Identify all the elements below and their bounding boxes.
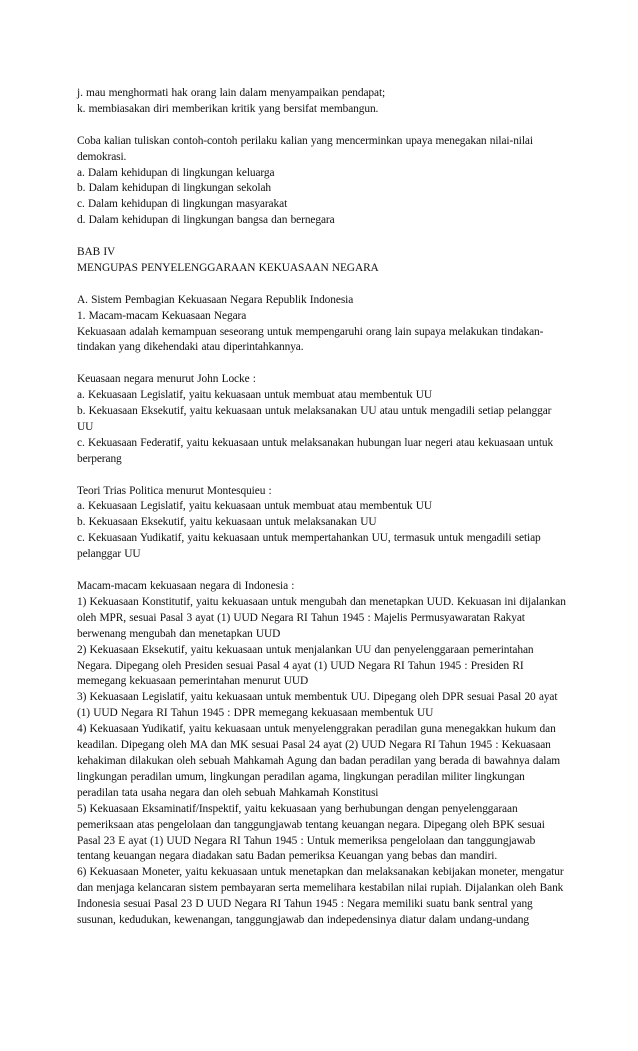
- text-line: 2) Kekuasaan Eksekutif, yaitu kekuasaan untuk menjalankan UU dan penyelenggaraan pemerintahan Negara. Dipegang oleh Presiden sesuai Pasal 4 ayat (1) UUD Negara RI Tahun 1945 : Presiden RI memegang kekuasaan pemerintahan menurut UUD: [77, 643, 534, 688]
- text-line: k. membiasakan diri memberikan kritik yang bersifat membangun.: [77, 102, 379, 115]
- chapter-title: MENGUPAS PENYELENGGARAAN KEKUASAAN NEGARA: [77, 261, 379, 274]
- paragraph-gap: [77, 229, 567, 245]
- paragraph-gap: [77, 118, 567, 134]
- text-line: 5) Kekuasaan Eksaminatif/Inspektif, yaitu kekuasaan yang berhubungan dengan penyelenggaraan pemeriksaan atas pengelolaan dan tanggungjawab tentang keuangan negara. Dipegang oleh BPK sesuai Pasal 23 E ayat (1) UUD Negara RI Tahun 1945 : Untuk memeriksa pengelolaan dan tanggungjawab tentang keuangan negara diadakan satu Badan pemeriksa Keuangan yang bebas dan mandiri.: [77, 802, 545, 863]
- text-line: a. Kekuasaan Legislatif, yaitu kekuasaan untuk membuat atau membentuk UU: [77, 389, 433, 402]
- paragraph-gap: [77, 356, 567, 372]
- paragraph-definition: [77, 293, 567, 357]
- text-line: j. mau menghormati hak orang lain dalam menyampaikan pendapat;: [77, 87, 386, 99]
- text-line: Coba kalian tuliskan contoh-contoh perilaku kalian yang mencerminkan upaya menegakan nilai-nilai demokrasi.: [77, 134, 533, 163]
- text-line: Teori Trias Politica menurut Montesquieu :: [77, 484, 272, 497]
- text-line: b. Kekuasaan Eksekutif, yaitu kekuasaan untuk melaksanakan UU: [77, 516, 377, 529]
- text-line: Kekuasaan adalah kemampuan seseorang untuk mempengaruhi orang lain supaya melakukan tindakan-tindakan yang dikehendaki atau diperintahkannya.: [77, 325, 544, 354]
- text-line: b. Dalam kehidupan di lingkungan sekolah: [77, 182, 271, 195]
- text-line: 4) Kekuasaan Yudikatif, yaitu kekuasaan untuk menyelenggrakan peradilan guna menegakkan hukum dan keadilan. Dipegang oleh MA dan MK sesuai Pasal 24 ayat (2) UUD Negara RI Tahun 1945 : Kekuasaan kehakiman dilakukan oleh sebuah Mahkamah Agung dan badan peradilan yang berada di bawahnya dalam lingkungan peradilan umum, lingkungan peradilan agama, lingkungan peradilan militer lingkungan peradilan tata usaha negara dan oleh sebuah Mahkamah Konstitusi: [77, 723, 561, 799]
- text-line: c. Kekuasaan Federatif, yaitu kekuasaan untuk melaksanakan hubungan luar negeri atau kekuasaan untuk berperang: [77, 436, 554, 465]
- paragraph-attitudes: [77, 86, 567, 118]
- paragraph-indonesia-powers: [77, 579, 567, 929]
- paragraph-montesquieu: [77, 484, 567, 564]
- text-line: c. Dalam kehidupan di lingkungan masyarakat: [77, 198, 288, 211]
- text-line: d. Dalam kehidupan di lingkungan bangsa dan bernegara: [77, 214, 335, 227]
- chapter-number: BAB IV: [77, 246, 116, 259]
- paragraph-gap: [77, 563, 567, 579]
- text-line: c. Kekuasaan Yudikatif, yaitu kekuasaan untuk mempertahankan UU, termasuk untuk mengadili setiap pelanggar UU: [77, 532, 541, 561]
- text-line: b. Kekuasaan Eksekutif, yaitu kekuasaan untuk melaksanakan UU atau untuk mengadili setiap pelanggar UU: [77, 405, 552, 433]
- text-line: Keuasaan negara menurut John Locke :: [77, 373, 256, 386]
- paragraph-exercise: [77, 134, 567, 229]
- paragraph-john-locke: [77, 372, 567, 467]
- text-line: 6) Kekuasaan Moneter, yaitu kekuasaan untuk menetapkan dan melaksanakan kebijakan moneter, mengatur dan menjaga kelancaran sistem pembayaran serta memelihara kestabilan nilai rupiah. Dijalankan oleh Bank Indonesia sesuai Pasal 23 D UUD Negara RI Tahun 1945 : Negara memiliki suatu bank sentral yang susunan, kedudukan, kewenangan, tanggungjawab dan indepedensinya diatur dalam undang-undang: [77, 866, 564, 927]
- chapter-heading: [77, 245, 567, 277]
- section-title: A. Sistem Pembagian Kekuasaan Negara Republik Indonesia: [77, 293, 354, 306]
- text-line: a. Kekuasaan Legislatif, yaitu kekuasaan untuk membuat atau membentuk UU: [77, 500, 433, 513]
- text-line: Macam-macam kekuasaan negara di Indonesia :: [77, 580, 295, 592]
- text-line: 3) Kekuasaan Legislatif, yaitu kekuasaan untuk membentuk UU. Dipegang oleh DPR sesuai Pasal 20 ayat (1) UUD Negara RI Tahun 1945 : DPR memegang kekuasaan membentuk UU: [77, 691, 558, 720]
- text-line: 1) Kekuasaan Konstitutif, yaitu kekuasaan untuk mengubah dan menetapkan UUD. Kekuasan ini dijalankan oleh MPR, sesuai Pasal 3 ayat (1) UUD Negara RI Tahun 1945 : Majelis Permusyawaratan Rakyat berwenang mengubah dan menetapkan UUD: [77, 595, 566, 640]
- text-line: a. Dalam kehidupan di lingkungan keluarga: [77, 166, 275, 179]
- paragraph-gap: [77, 468, 567, 484]
- paragraph-gap: [77, 277, 567, 293]
- subsection-title: 1. Macam-macam Kekuasaan Negara: [77, 309, 247, 322]
- document-page: [77, 86, 567, 929]
